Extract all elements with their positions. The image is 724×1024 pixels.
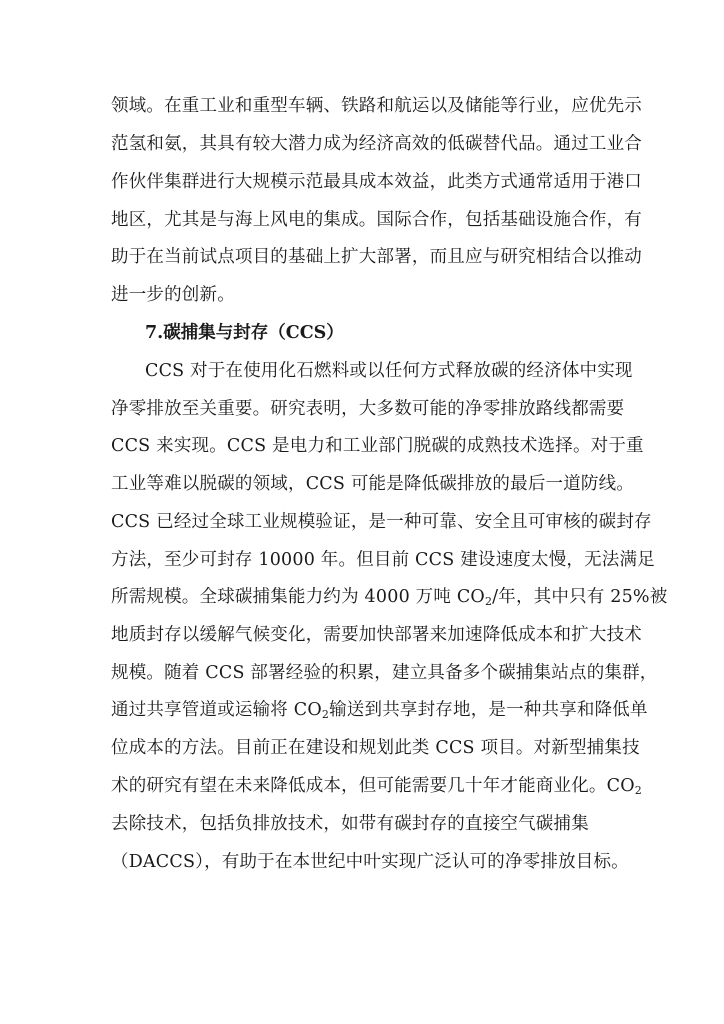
text-line: 位成本的方法。目前正在建设和规划此类 CCS 项目。对新型捕集技	[111, 738, 640, 758]
subscript: 2	[634, 784, 642, 797]
text-segment: 所需规模。全球碳捕集能力约为 4000 万吨 CO	[111, 587, 485, 607]
text-line: 地质封存以缓解气候变化，需要加快部署来加速降低成本和扩大技术	[111, 625, 642, 645]
text-line	[111, 585, 668, 609]
subscript: 2	[484, 595, 493, 608]
text-line: 规模。随着 CCS 部署经验的积累，建立具备多个碳捕集站点的集群，	[111, 663, 658, 683]
text-line: 地区，尤其是与海上风电的集成。国际合作，包括基础设施合作，有	[111, 210, 642, 230]
text-line: CCS 来实现。CCS 是电力和工业部门脱碳的成熟技术选择。对于重	[111, 436, 644, 456]
subscript: 2	[321, 708, 330, 721]
text-line	[111, 774, 642, 798]
text-segment: /年，其中只有 25%被	[492, 587, 668, 607]
text-segment: 通过共享管道或运输将 CO	[111, 700, 322, 720]
text-line: CCS 已经过全球工业规模验证，是一种可靠、安全且可审核的碳封存	[111, 512, 652, 532]
text-line: CCS 对于在使用化石燃料或以任何方式释放碳的经济体中实现	[145, 361, 633, 381]
text-line	[111, 698, 648, 722]
text-line: 去除技术，包括负排放技术，如带有碳封存的直接空气碳捕集	[111, 814, 589, 834]
text-line: 范氢和氨，其具有较大潜力成为经济高效的低碳替代品。通过工业合	[111, 134, 642, 154]
text-line: 工业等难以脱碳的领域，CCS 可能是降低碳排放的最后一道防线。	[111, 474, 635, 494]
text-line: 净零排放至关重要。研究表明，大多数可能的净零排放路线都需要	[111, 399, 625, 419]
text-segment: 输送到共享封存地，是一种共享和降低单	[329, 700, 648, 720]
text-line: 作伙伴集群进行大规模示范最具成本效益，此类方式通常适用于港口	[111, 172, 642, 192]
text-line: 进一步的创新。	[111, 285, 235, 305]
text-line: 助于在当前试点项目的基础上扩大部署，而且应与研究相结合以推动	[111, 247, 642, 267]
text-line: 方法，至少可封存 10000 年。但目前 CCS 建设速度太慢，无法满足	[111, 550, 655, 570]
text-line: 领域。在重工业和重型车辆、铁路和航运以及储能等行业，应优先示	[111, 96, 642, 116]
section-heading: 7.碳捕集与封存（CCS）	[145, 323, 344, 343]
text-line: （DACCS），有助于在本世纪中叶实现广泛认可的净零排放目标。	[111, 852, 629, 872]
text-segment: 术的研究有望在未来降低成本，但可能需要几十年才能商业化。CO	[111, 776, 635, 796]
